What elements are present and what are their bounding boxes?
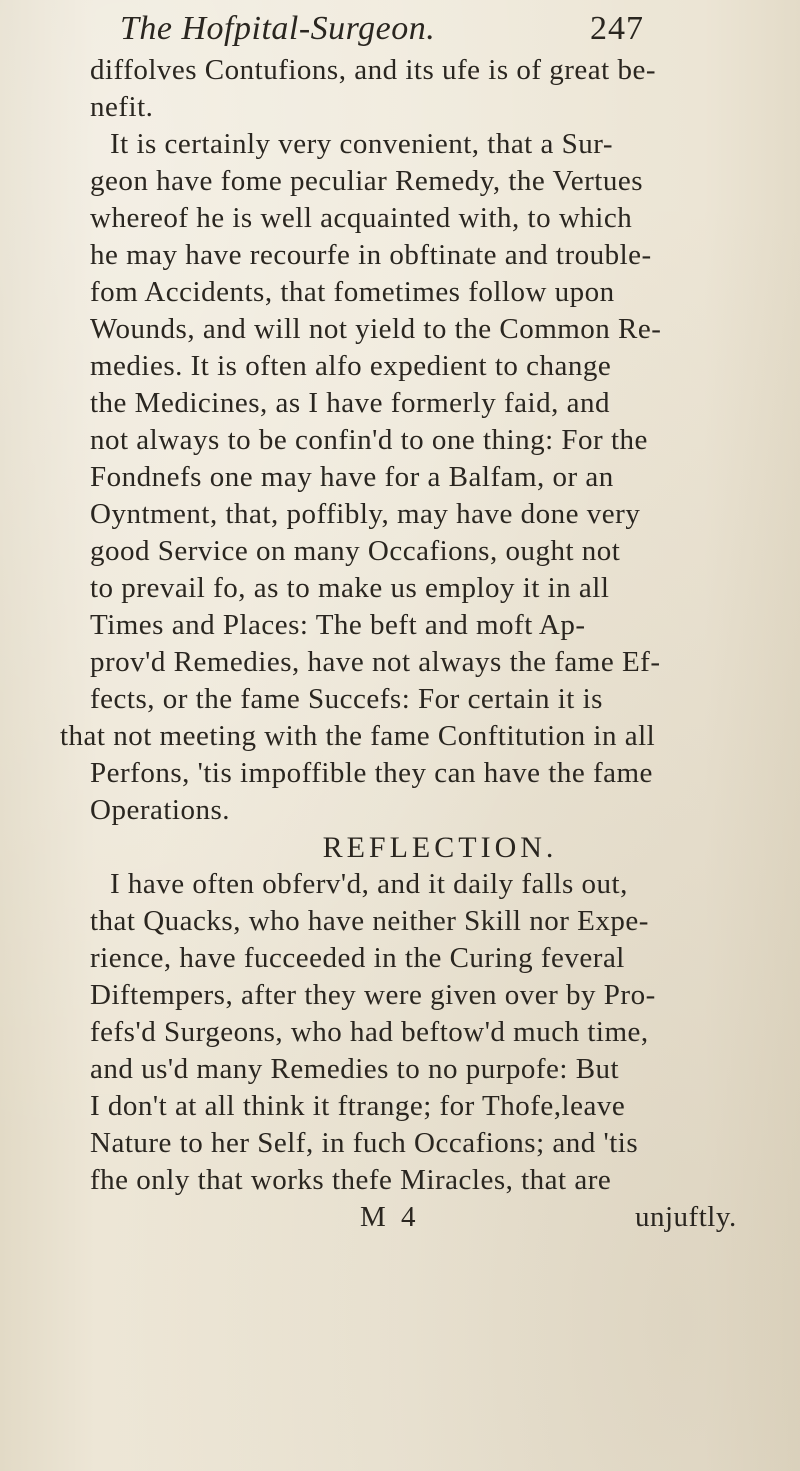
text-line: good Service on many Occafions, ought not xyxy=(90,535,621,567)
text-line: fhe only that works thefe Miracles, that are xyxy=(90,1164,612,1196)
text-line: diffolves Contufions, and its ufe is of great be- xyxy=(90,54,656,86)
text-line: Operations. xyxy=(90,794,230,826)
text-line: Wounds, and will not yield to the Common Re- xyxy=(90,313,662,345)
running-head-title: The Hofpital-Surgeon. xyxy=(120,10,436,47)
text-line: that Quacks, who have neither Skill nor Expe- xyxy=(90,905,649,937)
text-line: fefs'd Surgeons, who had beftow'd much time, xyxy=(90,1016,649,1048)
text-line: not always to be confin'd to one thing: For the xyxy=(90,424,648,456)
text-line: to prevail fo, as to make us employ it in all xyxy=(90,572,610,604)
text-line: fects, or the fame Succefs: For certain it is xyxy=(90,683,603,715)
text-line: nefit. xyxy=(90,91,154,123)
text-line: Nature to her Self, in fuch Occafions; and 'tis xyxy=(90,1127,639,1159)
page-footer xyxy=(60,1199,780,1236)
text-line: I have often obferv'd, and it daily falls out, xyxy=(110,868,628,900)
text-line: and us'd many Remedies to no purpofe: But xyxy=(90,1053,620,1085)
text-line: I don't at all think it ftrange; for Thofe,leave xyxy=(90,1090,626,1122)
text-line: Perfons, 'tis impoffible they can have the fame xyxy=(90,757,653,789)
text-line: Times and Places: The beft and moft Ap- xyxy=(90,609,586,641)
text-line: medies. It is often alfo expedient to change xyxy=(90,350,612,382)
text-line: It is certainly very convenient, that a Sur- xyxy=(110,128,613,160)
text-line: rience, have fucceeded in the Curing feveral xyxy=(90,942,625,974)
text-line: whereof he is well acquainted with, to which xyxy=(90,202,633,234)
running-head xyxy=(120,10,720,50)
text-line: fom Accidents, that fometimes follow upon xyxy=(90,276,615,308)
text-line: he may have recourfe in obftinate and trouble- xyxy=(90,239,652,271)
signature-mark: M 4 xyxy=(360,1201,420,1233)
page-number: 247 xyxy=(590,10,644,47)
catchword: unjuftly. xyxy=(635,1201,737,1233)
text-line: Diftempers, after they were given over by Pro- xyxy=(90,979,656,1011)
body-text xyxy=(60,52,780,1236)
text-line: prov'd Remedies, have not always the fame Ef- xyxy=(90,646,661,678)
text-line: that not meeting with the fame Conftitution in all xyxy=(60,720,656,752)
text-line: Fondnefs one may have for a Balfam, or an xyxy=(90,461,614,493)
text-line: Oyntment, that, poffibly, may have done very xyxy=(90,498,641,530)
text-line: geon have fome peculiar Remedy, the Vertues xyxy=(90,165,643,197)
section-heading: REFLECTION. xyxy=(322,831,558,864)
text-line: the Medicines, as I have formerly faid, and xyxy=(90,387,610,419)
